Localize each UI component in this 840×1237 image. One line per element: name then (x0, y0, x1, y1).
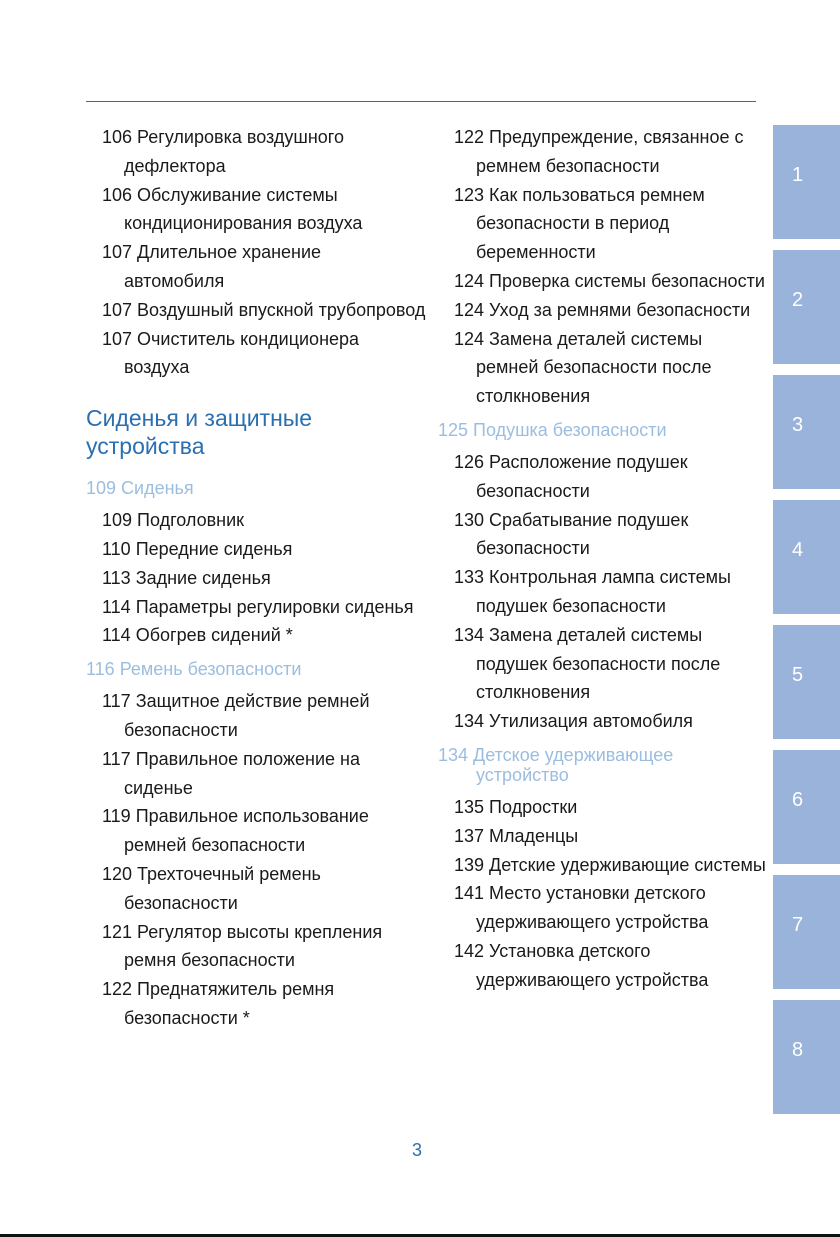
toc-entry[interactable]: 107 Очиститель кондиционера воздуха (102, 328, 360, 378)
toc-entry[interactable]: 124 Проверка системы безопасности (454, 270, 765, 291)
toc-entry[interactable]: 141 Место установки детского удерживающего устройства (454, 883, 709, 933)
chapter-tab-4[interactable] (773, 500, 840, 614)
page-number: 3 (412, 1140, 423, 1160)
toc-entry[interactable]: 110 Передние сиденья (102, 538, 293, 559)
toc-entry[interactable]: 114 Параметры регулировки сиденья (102, 596, 414, 617)
toc-entry[interactable]: 122 Предупреждение, связанное с ремнем безопасности (454, 127, 744, 176)
chapter-tab-7[interactable] (773, 875, 840, 989)
seats-entries (86, 506, 426, 650)
toc-entry[interactable]: 134 Замена деталей системы подушек безопасности после столкновения (454, 624, 721, 703)
toc-entry[interactable]: 133 Контрольная лампа системы подушек безопасности (454, 567, 731, 616)
subsection-seat-belt[interactable]: 116 Ремень безопасности (86, 659, 302, 680)
toc-entry[interactable]: 142 Установка детского удерживающего устройства (454, 940, 709, 990)
toc-entry[interactable]: 117 Правильное положение на сиденье (102, 748, 361, 798)
toc-entry[interactable]: 139 Детские удерживающие системы (454, 854, 766, 875)
toc-entry[interactable]: 114 Обогрев сидений * (102, 625, 293, 646)
toc-entry[interactable]: 134 Утилизация автомобиля (454, 711, 693, 732)
toc-entry[interactable]: 117 Защитное действие ремней безопасности (102, 691, 370, 740)
chapter-tab-label: 7 (792, 914, 804, 936)
chapter-tab-8[interactable] (773, 1000, 840, 1114)
header-rule (86, 101, 756, 102)
toc-entry[interactable]: 107 Длительное хранение автомобиля (102, 242, 322, 291)
toc-entry[interactable]: 123 Как пользоваться ремнем безопасности в период беременности (454, 184, 705, 263)
chapter-tab-label: 8 (792, 1039, 804, 1061)
toc-entry[interactable]: 135 Подростки (454, 796, 578, 817)
chapter-tab-label: 2 (792, 289, 804, 311)
toc-entry[interactable]: 126 Расположение подушек безопасности (454, 451, 688, 501)
toc-entry[interactable]: 121 Регулятор высоты крепления ремня безопасности (102, 921, 383, 971)
toc-entry[interactable]: 119 Правильное использование ремней безопасности (102, 806, 369, 856)
chapter-tab-label: 3 (792, 414, 804, 436)
chapter-tab-3[interactable] (773, 375, 840, 489)
chapter-tab-5[interactable] (773, 625, 840, 739)
intro-entries (86, 123, 426, 382)
toc-left-column (86, 123, 426, 1033)
toc-entry[interactable]: 124 Уход за ремнями безопасности (454, 299, 751, 320)
child-entries (438, 793, 768, 995)
chapter-tab-label: 5 (792, 664, 804, 686)
toc-entry[interactable]: 122 Преднатяжитель ремня безопасности * (102, 979, 335, 1028)
chapter-tab-label: 4 (792, 539, 804, 561)
toc-entry[interactable]: 107 Воздушный впускной трубопровод (102, 299, 426, 320)
toc-right-column (438, 123, 768, 995)
toc-entry[interactable]: 124 Замена деталей системы ремней безопасности после столкновения (454, 328, 712, 407)
chapter-tab-2[interactable] (773, 250, 840, 364)
belt-continued-entries (438, 123, 768, 411)
toc-entry[interactable]: 120 Трехточечный ремень безопасности (102, 863, 321, 913)
chapter-tab-6[interactable] (773, 750, 840, 864)
section-title[interactable]: Сиденья и защитные устройства (86, 405, 313, 460)
toc-entry[interactable]: 130 Срабатывание подушек безопасности (454, 509, 689, 559)
subsection-child-restraint[interactable]: 134 Детское удерживающее устройство (438, 744, 674, 785)
toc-entry[interactable]: 109 Подголовник (102, 510, 245, 531)
toc-entry[interactable]: 113 Задние сиденья (102, 567, 271, 588)
belt-entries (86, 687, 426, 1033)
subsection-airbag[interactable]: 125 Подушка безопасности (438, 419, 667, 440)
subsection-seats[interactable]: 109 Сиденья (86, 478, 194, 499)
toc-entry[interactable]: 106 Обслуживание системы кондиционирования воздуха (102, 184, 363, 234)
chapter-tab-1[interactable] (773, 125, 840, 239)
chapter-tab-label: 1 (792, 164, 804, 186)
airbag-entries (438, 448, 768, 736)
toc-entry[interactable]: 137 Младенцы (454, 825, 579, 846)
toc-entry[interactable]: 106 Регулировка воздушного дефлектора (102, 127, 344, 176)
chapter-tab-label: 6 (792, 789, 804, 811)
